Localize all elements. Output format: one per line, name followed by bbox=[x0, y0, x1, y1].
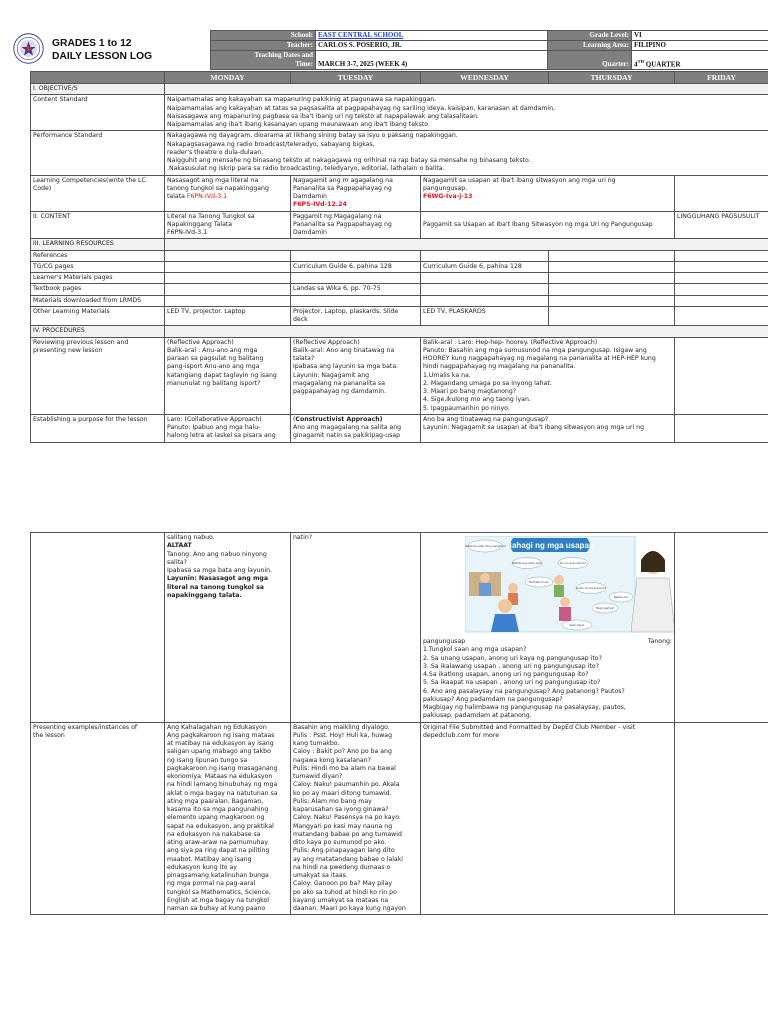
text-line: 4.Sa ikatlong usapan, anong uri ng pangungusap ito? bbox=[423, 671, 589, 678]
bubble-5: Gusto mo ba ang laro? bbox=[576, 587, 606, 590]
text-line: 1.Umalis ka na. bbox=[423, 371, 471, 379]
examples-tuesday bbox=[291, 722, 421, 915]
area-value: FILIPINO bbox=[632, 41, 768, 51]
empty-cell bbox=[165, 250, 291, 261]
text-line bbox=[167, 193, 288, 201]
dates-label-line-1: Teaching Dates and bbox=[254, 51, 313, 59]
performance-standard-line: Nakagagawa ng dayagram, dioarama at likhang sining batay sa isyu o paksang napakinggan. bbox=[167, 132, 458, 140]
content-label: II. CONTENT bbox=[31, 211, 165, 239]
competency-code: F6WG-Iva-j-13 bbox=[423, 193, 473, 200]
text-line: Projector, Laptop, plaskards, Slide bbox=[293, 307, 399, 315]
empty-cell bbox=[675, 533, 768, 723]
text-line: Ang Kahalagahan ng Edukasyon bbox=[167, 723, 267, 731]
empty-cell bbox=[549, 261, 675, 272]
text-line: (Reflective Approach) bbox=[293, 338, 360, 346]
purpose-row bbox=[31, 414, 768, 442]
text-line: pakiusap, padamdam at patanong. bbox=[423, 712, 532, 720]
text-line: Damdamin bbox=[293, 193, 327, 200]
text-span: pangungusap bbox=[423, 638, 466, 645]
text-line: 3. Sa ikalawang usapan , anong uri ng pangungusap ito? bbox=[423, 662, 599, 670]
deped-seal-icon bbox=[13, 33, 44, 64]
empty-cell bbox=[675, 273, 768, 284]
examples-row bbox=[31, 722, 768, 915]
text-line: Balik-aral : Anu-ano ang mga bbox=[167, 346, 258, 354]
empty-cell bbox=[31, 533, 165, 723]
grade-label: Grade Level: bbox=[548, 31, 632, 41]
text-line: paraan sa pagsulat ng balitang bbox=[167, 355, 264, 362]
text-line: (Reflective Approach) bbox=[167, 338, 234, 346]
lesson-log-table bbox=[30, 71, 768, 443]
text-line: saligan upang mabago ang takbo bbox=[167, 748, 271, 756]
text-line: Ano ba ang tinatawag na pangungusap? bbox=[423, 415, 549, 423]
text-line bbox=[293, 416, 418, 424]
text-line: kang tumakbo. bbox=[293, 740, 340, 747]
text-line: Laro: (Collaborative Approach) bbox=[167, 415, 262, 423]
text-line: Ipabasa ang layunin sa mga bata. bbox=[293, 363, 399, 371]
text-line: literal na tanong tungkol sa bbox=[167, 583, 264, 591]
text-line: magagalang na pananalita sa bbox=[293, 379, 386, 387]
text-line: ating araw-araw na pamumuhay bbox=[167, 839, 269, 846]
grade-value: VI bbox=[632, 31, 768, 41]
procedures-empty bbox=[165, 326, 768, 337]
examples-monday bbox=[165, 722, 291, 915]
purpose-monday bbox=[165, 414, 291, 442]
text-line: Caloy : Bakit po? Ano po ba ang bbox=[293, 748, 392, 756]
school-value[interactable]: EAST CENTRAL SCHOOL bbox=[316, 31, 548, 41]
lrmds-label: Materials downloaded from LRMDS bbox=[31, 295, 165, 306]
lm-label: Learner's Materials pages bbox=[31, 273, 165, 284]
text-line: Damdamin bbox=[293, 229, 327, 236]
quarter-number: 4 bbox=[634, 60, 638, 68]
text-line: Panuto: Ipabuo ang mga halu- bbox=[167, 424, 261, 431]
empty-cell bbox=[165, 284, 291, 295]
content-wednesday: Paggamit sa Usapan at Iba't Ibang Sitwasyon ng mga Uri ng Pangungusap bbox=[421, 211, 675, 239]
purpose-monday-continued bbox=[165, 533, 291, 723]
empty-cell bbox=[675, 337, 768, 414]
text-line: 5. Sa ikaapat na usapan , anong uri ng pangungusap ito? bbox=[423, 679, 601, 687]
text-line: Ipabasa sa mga bata ang layunin. bbox=[167, 567, 273, 574]
empty-cell bbox=[165, 295, 291, 306]
bubble-2: Bibisita ang ating sarili bbox=[512, 562, 542, 565]
performance-standard-text bbox=[165, 131, 768, 175]
content-standard-text bbox=[165, 95, 768, 131]
content-standard-line: Naisasagawa ang mapanuring pagbasa sa iba't ibang uri ng teksto at napapalawak ang talasalitaan. bbox=[167, 112, 480, 120]
procedures-label: IV. PROCEDURES bbox=[31, 326, 165, 337]
content-standard-line: Naipamamalas ang iba't ibang kasanayan upang maunawaan ang iba't ibang teksto bbox=[167, 121, 429, 128]
text-line: deck bbox=[293, 316, 308, 323]
content-row bbox=[31, 211, 768, 239]
conversation-illustration bbox=[465, 536, 675, 636]
competencies-label bbox=[31, 175, 165, 211]
question-label: Tanong: bbox=[647, 638, 672, 645]
text-line: maabot. Matibay ang isang bbox=[167, 855, 252, 863]
text-line: kayang umakyat sa mataas na bbox=[293, 896, 389, 904]
text-line: manunulat ng balitang isport? bbox=[167, 379, 261, 387]
text-span: talata bbox=[167, 193, 185, 200]
text-line: Napakinggang Talata bbox=[167, 220, 233, 228]
text-line: Caloy: Naku! Pasensya na po kayo. bbox=[293, 814, 401, 822]
competencies-label-line: Code) bbox=[33, 184, 52, 192]
text-line: ating mga paaralan. Bagaman, bbox=[167, 797, 264, 805]
competency-code: F6PN-IVd-3.1 bbox=[186, 193, 228, 200]
text-line: na hindi lamang binubuhay ng mga bbox=[167, 781, 278, 789]
day-friday: FRIDAY bbox=[675, 72, 768, 84]
day-tuesday: TUESDAY bbox=[291, 72, 421, 84]
text-line: dito kaya po sumunod po ako. bbox=[293, 839, 387, 846]
empty-cell bbox=[549, 295, 675, 306]
area-label: Learning Area: bbox=[548, 41, 632, 51]
textbook-tuesday: Landas sa Wika 6, pp. 70-75 bbox=[291, 284, 421, 295]
empty-cell bbox=[421, 295, 549, 306]
text-line: Original File Submitted and Formatted by DepEd Club Member - visit bbox=[423, 723, 636, 731]
text-line: umakyat sa itaas. bbox=[293, 872, 348, 879]
competencies-wednesday bbox=[421, 175, 675, 211]
performance-standard-line: Naigguhit ang mensahe ng binasang teksto at nakagagawa ng orihinal na rap batay sa mensahe ng binasang teksto. bbox=[167, 157, 531, 164]
text-line: pagkakaroon ng isang masaganang bbox=[167, 764, 278, 772]
empty-cell bbox=[421, 273, 549, 284]
review-wednesday bbox=[421, 337, 675, 414]
text-line: tungkol sa Mathematics, Science, bbox=[167, 888, 271, 896]
content-standard-label: Content Standard bbox=[31, 95, 165, 131]
dates-label bbox=[211, 51, 316, 70]
content-standard-line: Naipamamalas ang kakayahan sa mapanuring pakikinig at pagunawa sa napakinggan. bbox=[167, 96, 437, 104]
empty-cell bbox=[675, 250, 768, 261]
title-line-2: DAILY LESSON LOG bbox=[52, 51, 153, 62]
conversation-illustration-image bbox=[465, 536, 675, 636]
purpose-wednesday bbox=[421, 414, 675, 442]
resources-row bbox=[31, 239, 768, 250]
text-line: ay ang matatandang babae o lalaki bbox=[293, 855, 404, 863]
bubble-8: Saan kayo? bbox=[569, 624, 585, 627]
text-line: Pulis: Ang pinapayagan lang dito bbox=[293, 847, 395, 855]
text-line: po ako sa tuhod at hindi ko rin po bbox=[293, 888, 397, 896]
text-line: Pulis: Alam mo bang may bbox=[293, 797, 372, 805]
text-line: talata? bbox=[293, 355, 315, 362]
text-line: 2. Sa unang usapan, anong uri kaya ng pangungusap ito? bbox=[423, 654, 602, 662]
text-line: Balik-aral: Ano ang tinatawag na bbox=[293, 346, 395, 354]
empty-cell bbox=[675, 722, 768, 915]
text-line: kaparusahan sa iyong ginawa? bbox=[293, 806, 389, 813]
text-span: ( bbox=[293, 415, 296, 423]
approach-label: Constructivist Approach) bbox=[295, 415, 383, 423]
lesson-log-table-continued bbox=[30, 532, 768, 915]
other-materials-label: Other Learning Materials bbox=[31, 306, 165, 326]
resources-label: III. LEARNING RESOURCES bbox=[31, 239, 165, 250]
objectives-label: I. OBJECTIVE/S bbox=[31, 84, 165, 95]
content-tuesday bbox=[291, 211, 421, 239]
text-line: Reviewing previous lesson and bbox=[33, 338, 129, 346]
text-line: Nagagamit sa usapan at iba't ibang sitwasyon ang mga uri ng bbox=[423, 176, 616, 184]
text-line: edukasyon kung ito ay bbox=[167, 863, 237, 871]
text-line: pangungusap. bbox=[423, 184, 468, 192]
header-info-table bbox=[210, 30, 768, 70]
textbook-row bbox=[31, 284, 768, 295]
other-materials-tuesday bbox=[291, 306, 421, 326]
text-line: pagpapahayag ng damdamin. bbox=[293, 388, 387, 395]
empty-cell bbox=[549, 306, 675, 326]
competencies-label-line: Learning Competencies(write the LC bbox=[33, 176, 146, 184]
competencies-monday bbox=[165, 175, 291, 211]
text-line: ko po ay maari ditong tumawid. bbox=[293, 789, 392, 797]
text-line: matandang babae po ang tumawid bbox=[293, 830, 402, 838]
day-wednesday: WEDNESDAY bbox=[421, 72, 549, 84]
empty-cell bbox=[549, 273, 675, 284]
text-line: Nagagamit ang m agagalang na bbox=[293, 176, 393, 184]
empty-cell bbox=[675, 295, 768, 306]
review-tuesday bbox=[291, 337, 421, 414]
text-line: Panuto: Basahin ang mga sumusunod na mga pangungusap. Isigaw ang bbox=[423, 346, 647, 354]
teacher-value: CARLOS S. POSERIO, JR. bbox=[316, 41, 548, 51]
text-line: 5. Ipagpaumanhin po ninyo. bbox=[423, 404, 510, 412]
day-header-row bbox=[31, 72, 768, 84]
review-label bbox=[31, 337, 165, 414]
text-line: at matibay na edukasyon ay isang bbox=[167, 740, 274, 747]
lrmds-row bbox=[31, 295, 768, 306]
content-friday: LINGGUHANG PAGSUSULIT bbox=[675, 211, 768, 239]
text-line bbox=[423, 638, 672, 646]
text-line: ginagamit natin sa pakikipag-usap bbox=[293, 432, 401, 440]
text-line: English at mga bagay na tungkol bbox=[167, 896, 270, 904]
text-line: elemento upang magkaroon ng bbox=[167, 814, 265, 822]
bubble-7: Mag-ingat ka! bbox=[596, 607, 614, 610]
text-line: Paggamit ng Magagalang na bbox=[293, 212, 382, 220]
text-line: Ang pagkakaroon ng isang mataas bbox=[167, 731, 275, 739]
text-line: 2. Magandang umaga po sa inyong lahat. bbox=[423, 379, 552, 387]
empty-cell bbox=[675, 414, 768, 442]
empty-cell bbox=[675, 261, 768, 272]
text-line: salita? bbox=[167, 558, 187, 566]
purpose-tuesday-continued: natin? bbox=[291, 533, 421, 723]
examples-wednesday bbox=[421, 722, 675, 915]
purpose-label: Establishing a purpose for the lesson bbox=[31, 414, 165, 442]
corner-cell bbox=[31, 72, 165, 84]
text-line: Nasasagot ang mga literal na bbox=[167, 176, 259, 184]
text-line: Caloy: Naku! paumanhin po. Akala bbox=[293, 781, 400, 789]
text-line: Ano ang magagalang na salita ang bbox=[293, 424, 402, 431]
empty-cell bbox=[675, 306, 768, 326]
references-label: References bbox=[31, 250, 165, 261]
text-line: Layunin: Nagagamit sa usapan at iba't ibang sitwasyon ang mga uri ng bbox=[423, 424, 645, 431]
text-line: na edukasyon na nakabase sa bbox=[167, 830, 261, 838]
text-line: Literal na Tanong Tungkol sa bbox=[167, 212, 255, 220]
empty-cell bbox=[291, 273, 421, 284]
quarter-word: QUARTER bbox=[645, 60, 681, 68]
dates-label-line-2: Time: bbox=[295, 60, 313, 68]
text-line: daanan. Maari po kaya kung ngayon bbox=[293, 905, 406, 912]
other-materials-monday: LED TV, projector. Laptop bbox=[165, 306, 291, 326]
text-line: depedclub.com for more bbox=[423, 731, 500, 739]
text-line: the lesson bbox=[33, 731, 65, 739]
text-line: halong letra at iaskel sa pisara ang bbox=[167, 432, 276, 440]
objectives-empty bbox=[165, 84, 768, 95]
performance-standard-label: Performance Standard bbox=[31, 131, 165, 175]
quarter-suffix: TH bbox=[637, 58, 645, 64]
text-line: salitang nabuo. bbox=[167, 534, 215, 541]
content-standard-line: Naipamamalas ang kakayahan at tatas sa pagsasalita at pagpapahayag ng sariling ideya, kaisipan, karanasan at damdamin, bbox=[167, 104, 556, 112]
competencies-row bbox=[31, 175, 768, 211]
other-materials-wednesday: LED TV, PLASKARDS bbox=[421, 306, 549, 326]
performance-standard-line: reader's theatre o dula-dulaan. bbox=[167, 148, 264, 156]
lm-row bbox=[31, 273, 768, 284]
illustration-title: Bahagi ng mga usapan bbox=[506, 541, 594, 550]
review-row bbox=[31, 337, 768, 414]
text-line: kasama ito sa mga pangunahing bbox=[167, 806, 269, 813]
teacher-label: Teacher: bbox=[211, 41, 316, 51]
text-line: Balik-aral : Laro: Hep-hep- hoorey. (Reflective Approach) bbox=[423, 338, 598, 346]
text-line: Pulis : Psst. Hoy! Huli ka, huwag bbox=[293, 731, 393, 739]
empty-cell bbox=[165, 261, 291, 272]
text-line: Pananalita sa Pagpapahayag ng bbox=[293, 184, 392, 192]
text-line: Tanong: Ano ang nabuo ninyong bbox=[167, 550, 267, 558]
bubble-6: Naiwan ko! bbox=[613, 596, 629, 599]
text-line: tumawid diyan? bbox=[293, 773, 343, 780]
dates-value: MARCH 3-7, 2025 (WEEK 4) bbox=[316, 51, 548, 70]
text-line: sapat na edukasyon, ang praktikal bbox=[167, 822, 274, 830]
tg-wednesday: Curriculum Guide 6, pahina 128 bbox=[421, 261, 549, 272]
text-line: nagawa kong kasalanan? bbox=[293, 756, 371, 764]
text-line: ng mga pormal na pag-aaral bbox=[167, 880, 256, 888]
text-line: Magbigay ng halimbawa ng pangungusap na pasalaysay, pautos, bbox=[423, 704, 626, 711]
text-line: Caloy: Ganoon po ba? May pilay bbox=[293, 880, 393, 888]
text-line: 1.Tungkol saan ang mga usapan? bbox=[423, 646, 527, 654]
text-line: Basahin ang maikling diyalogo. bbox=[293, 723, 390, 731]
text-line: ekonomiya. Mataas na edukasyon bbox=[167, 773, 273, 780]
text-line: 6. Ano ang pasalaysay na pangungusap? Ang patanong? Pautos? bbox=[423, 687, 625, 695]
text-line: F6PN-IVd-3.1 bbox=[167, 229, 208, 236]
text-line: Pananalita sa Pagpapahayag ng bbox=[293, 220, 392, 228]
text-line: Layunin: Nasasagot ang mga bbox=[167, 575, 269, 583]
text-line: tanong tungkol sa napakinggang bbox=[167, 184, 269, 192]
text-line: hindi nagpapahayag ng magalang na pananalita. bbox=[423, 363, 576, 371]
text-line: 3. Maari po bang magtanong? bbox=[423, 388, 517, 395]
text-line: HOOREY kung nagpapahayag ng magalang na pananalita at HEP-HEP kung bbox=[423, 355, 656, 362]
empty-cell bbox=[165, 273, 291, 284]
content-monday bbox=[165, 211, 291, 239]
text-line: Mangyari po kasi may nauna ng bbox=[293, 822, 393, 830]
examples-label bbox=[31, 722, 165, 915]
text-line: Presenting examples/instances of bbox=[33, 723, 138, 731]
text-line: pakiusap? Ang padamdam na pangungusap? bbox=[423, 695, 563, 703]
text-line: pang-isport Anu-ano ang mga bbox=[167, 363, 260, 371]
scrambled-word: ALTAAT bbox=[167, 542, 192, 550]
textbook-label: Textbook pages bbox=[31, 284, 165, 295]
empty-cell bbox=[421, 284, 549, 295]
day-thursday: THURSDAY bbox=[549, 72, 675, 84]
objectives-row bbox=[31, 84, 768, 95]
competencies-friday bbox=[675, 175, 768, 211]
bubble-1: Pwede ba natin itong samahan? bbox=[465, 545, 506, 548]
empty-cell bbox=[291, 295, 421, 306]
other-materials-row bbox=[31, 306, 768, 326]
text-line: 4. Sige,ikulong mo ang taong iyan. bbox=[423, 396, 531, 404]
bubble-3: Ano po ang oras ito? bbox=[559, 562, 587, 565]
performance-standard-line: .Nakasusulat ng iskrip para sa radio broadcasting, teledyaryo, editorial, lathalain o balita. bbox=[167, 165, 445, 173]
references-row bbox=[31, 250, 768, 261]
procedures-row bbox=[31, 326, 768, 337]
quarter-label: Quarter: bbox=[548, 51, 632, 70]
day-monday: MONDAY bbox=[165, 72, 291, 84]
document-title bbox=[52, 37, 152, 63]
content-standard-row bbox=[31, 95, 768, 131]
empty-cell bbox=[291, 250, 421, 261]
performance-standard-row bbox=[31, 131, 768, 175]
text-line: naman sa buhay at kung paano bbox=[167, 905, 266, 912]
review-monday bbox=[165, 337, 291, 414]
text-line: katangiang dapat taglayin ng isang bbox=[167, 371, 277, 379]
quarter-value bbox=[632, 51, 768, 70]
competencies-tuesday bbox=[291, 175, 421, 211]
performance-standard-line: Nakapagsasagawa ng radio broadcast/teleradyo, sabayang bigkas, bbox=[167, 140, 375, 148]
text-line: Pulis: Hindi mo ba alam na bawal bbox=[293, 764, 396, 772]
empty-cell bbox=[549, 250, 675, 261]
competency-code: F6PS-IVd-12.24 bbox=[293, 201, 347, 209]
empty-cell bbox=[675, 284, 768, 295]
text-line: presenting new lesson bbox=[33, 346, 103, 354]
tg-label: TG/CG pages bbox=[31, 261, 165, 272]
empty-cell bbox=[549, 284, 675, 295]
text-line: ng isang lipunan tungo sa bbox=[167, 756, 248, 764]
purpose-wednesday-continued bbox=[421, 533, 675, 723]
bubble-4: Bumalik ka sa? bbox=[529, 581, 549, 584]
school-label: School: bbox=[211, 31, 316, 41]
text-line: napakinggang talata. bbox=[167, 591, 242, 599]
text-line: ang siya pa ring dapat na piliting bbox=[167, 847, 270, 855]
empty-cell bbox=[421, 250, 549, 261]
purpose-tuesday bbox=[291, 414, 421, 442]
resources-empty bbox=[165, 239, 768, 250]
title-line-1: GRADES 1 to 12 bbox=[52, 38, 132, 49]
text-line: aklat o mga bagay na natutunan sa bbox=[167, 789, 278, 797]
tg-row bbox=[31, 261, 768, 272]
text-line: na hindi na pwedeng dumaas o bbox=[293, 863, 391, 871]
purpose-continued-row bbox=[31, 533, 768, 723]
text-line: pinagsamang katalinuhan bunga bbox=[167, 872, 269, 879]
tg-tuesday: Curriculum Guide 6, pahina 128 bbox=[291, 261, 421, 272]
text-line: Layunin: Nagagamit ang bbox=[293, 371, 370, 379]
